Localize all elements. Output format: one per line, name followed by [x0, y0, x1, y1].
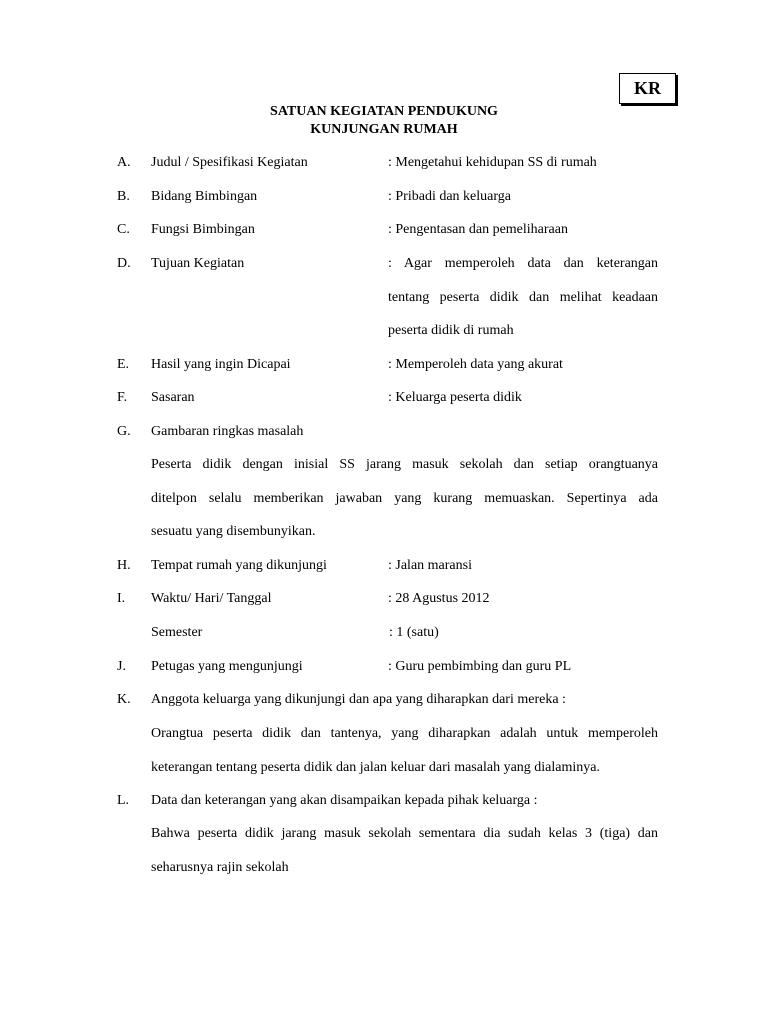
item-value-line: : Agar memperoleh data dan keterangan [388, 256, 658, 271]
item-h [0, 557, 768, 575]
item-g [0, 423, 768, 441]
item-letter: K. [117, 692, 131, 707]
item-label: Tempat rumah yang dikunjungi [151, 558, 327, 573]
item-k-para-1 [0, 725, 768, 743]
item-label: Data dan keterangan yang akan disampaikan kepada pihak keluarga : [151, 793, 538, 808]
item-value: : Guru pembimbing dan guru PL [388, 659, 572, 674]
item-letter: C. [117, 222, 130, 237]
item-a [0, 154, 768, 172]
document-subtitle: KUNJUNGAN RUMAH [310, 122, 458, 137]
paragraph-line: sesuatu yang disembunyikan. [151, 524, 316, 539]
item-f [0, 389, 768, 407]
item-label: Hasil yang ingin Dicapai [151, 357, 291, 372]
item-letter: H. [117, 558, 131, 573]
item-letter: E. [117, 357, 130, 372]
item-label: Waktu/ Hari/ Tanggal [151, 591, 272, 606]
item-label: Judul / Spesifikasi Kegiatan [151, 155, 308, 170]
item-sub-label: Semester [151, 625, 203, 640]
item-letter: L. [117, 793, 130, 808]
paragraph-line: Bahwa peserta didik jarang masuk sekolah sementara dia sudah kelas 3 (tiga) dan [151, 826, 658, 841]
item-value-line: peserta didik di rumah [388, 323, 514, 338]
item-g-para-1 [0, 456, 768, 474]
item-b [0, 188, 768, 206]
item-value: : Memperoleh data yang akurat [388, 357, 563, 372]
paragraph-line: keterangan tentang peserta didik dan jalan keluar dari masalah yang dialaminya. [151, 760, 600, 775]
item-value: : Jalan maransi [388, 558, 472, 573]
item-value-line: tentang peserta didik dan melihat keadaan [388, 290, 658, 305]
item-label: Tujuan Kegiatan [151, 256, 245, 271]
paragraph-line: seharusnya rajin sekolah [151, 860, 289, 875]
item-value: : Pribadi dan keluarga [388, 189, 511, 204]
item-letter: F. [117, 390, 128, 405]
item-value: : Pengentasan dan pemeliharaan [388, 222, 568, 237]
item-l-para-1 [0, 825, 768, 843]
item-label: Fungsi Bimbingan [151, 222, 255, 237]
item-d-cont-1 [0, 289, 768, 307]
item-d [0, 255, 768, 273]
item-g-para-2 [0, 490, 768, 508]
item-letter: J. [117, 659, 126, 674]
paragraph-line: Peserta didik dengan inisial SS jarang masuk sekolah dan setiap orangtuanya [151, 457, 658, 472]
paragraph-line: ditelpon selalu memberikan jawaban yang kurang memuaskan. Sepertinya ada [151, 491, 658, 506]
document-title: SATUAN KEGIATAN PENDUKUNG [270, 104, 498, 119]
item-i-semester [0, 624, 768, 642]
item-i [0, 590, 768, 608]
item-letter: B. [117, 189, 130, 204]
item-value: : 28 Agustus 2012 [388, 591, 490, 606]
item-letter: G. [117, 424, 131, 439]
code-box: KR [619, 73, 676, 104]
item-value: : Keluarga peserta didik [388, 390, 522, 405]
item-j [0, 658, 768, 676]
item-e [0, 356, 768, 374]
item-letter: A. [117, 155, 131, 170]
item-g-para-3 [0, 523, 768, 541]
item-label: Petugas yang mengunjungi [151, 659, 303, 674]
item-label: Bidang Bimbingan [151, 189, 258, 204]
paragraph-line: Orangtua peserta didik dan tantenya, yang diharapkan adalah untuk memperoleh [151, 726, 658, 741]
item-l-para-2 [0, 859, 768, 877]
item-label: Sasaran [151, 390, 195, 405]
item-sub-value: : 1 (satu) [389, 625, 439, 640]
item-d-cont-2 [0, 322, 768, 340]
item-label: Anggota keluarga yang dikunjungi dan apa yang diharapkan dari mereka : [151, 692, 566, 707]
item-label: Gambaran ringkas masalah [151, 424, 304, 439]
item-k-para-2 [0, 759, 768, 777]
item-letter: I. [117, 591, 126, 606]
item-k [0, 691, 768, 709]
item-value: : Mengetahui kehidupan SS di rumah [388, 155, 597, 170]
item-c [0, 221, 768, 239]
item-letter: D. [117, 256, 131, 271]
item-l [0, 792, 768, 810]
